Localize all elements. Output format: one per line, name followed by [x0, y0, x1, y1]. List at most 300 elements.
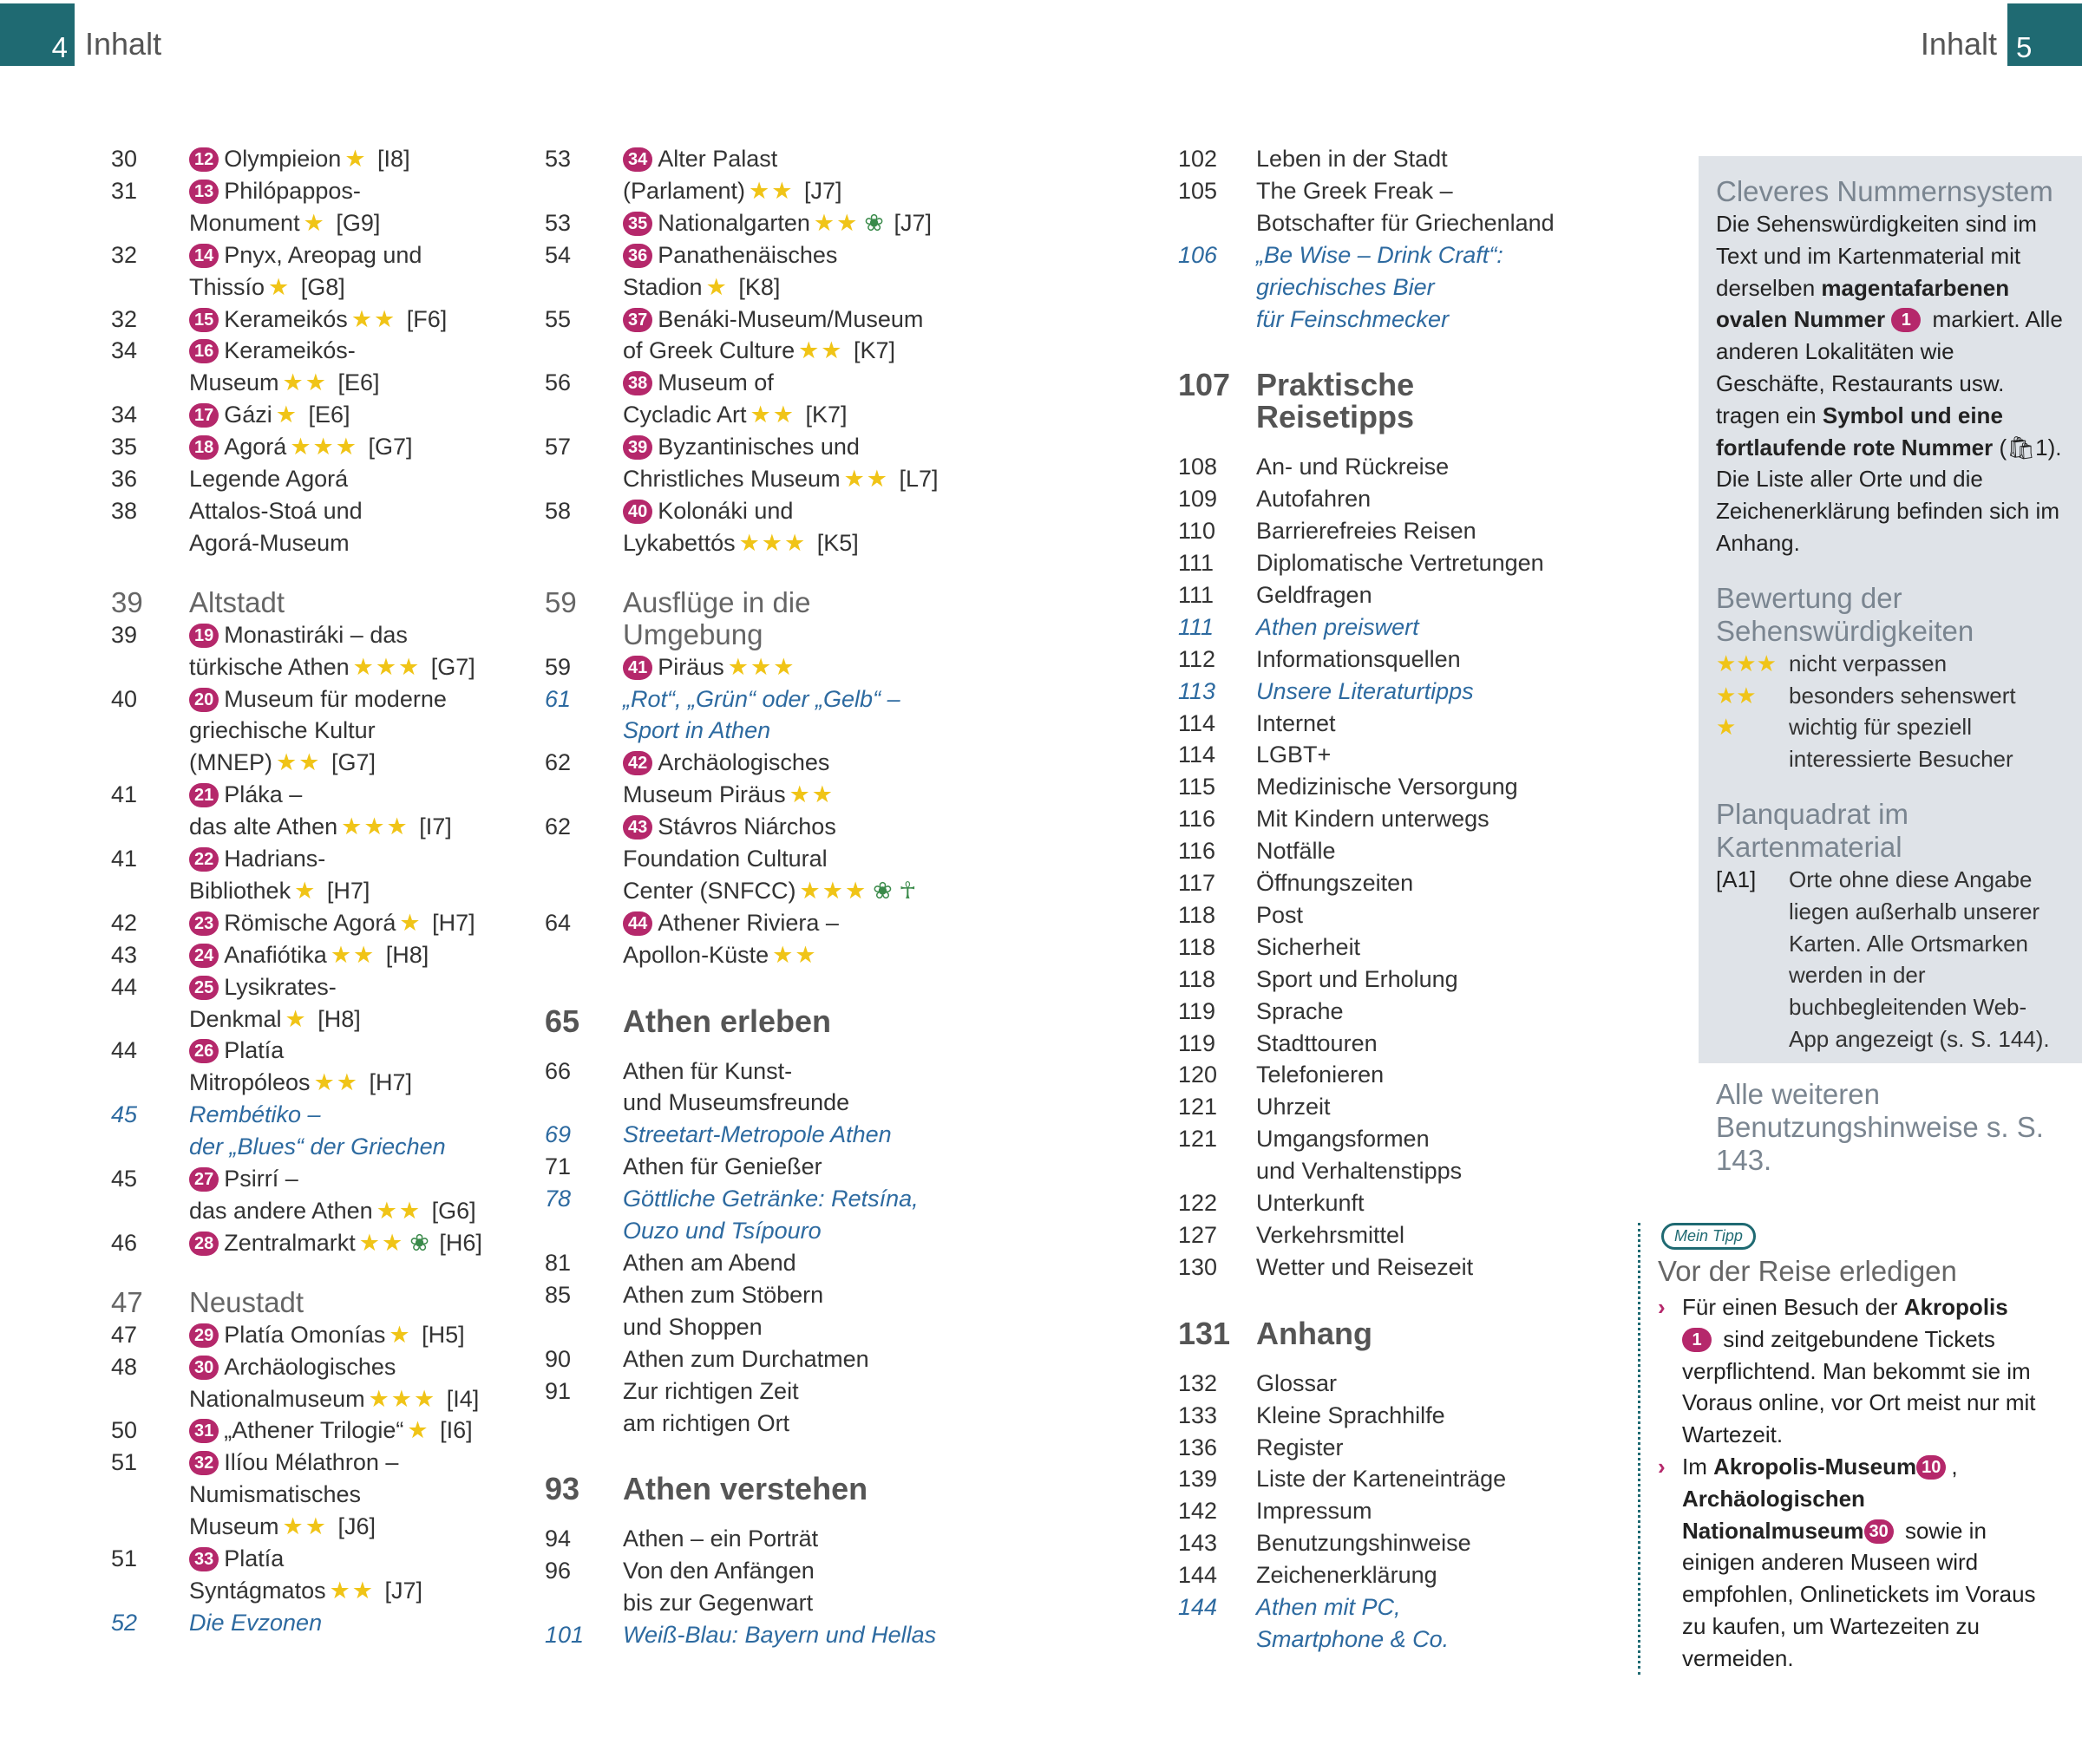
toc-entry-title: Pláka –	[224, 781, 303, 808]
toc-entry-text	[623, 747, 946, 779]
info-text-bold: magentafarbenen ovalen Nummer	[1716, 274, 2010, 333]
toc-section-heading	[1171, 1315, 1562, 1351]
toc-entry-text	[623, 1473, 946, 1506]
toc-entry-text	[189, 239, 486, 271]
info-text-part: markiert. Alle anderen Lokalitäten wie Geschäfte, Restaurants usw. tragen ein	[1716, 306, 2063, 428]
toc-entry-text	[189, 1511, 486, 1543]
tip-item-text	[1682, 1451, 2039, 1675]
tip-text-bold: Akropolis-Museum	[1713, 1453, 1917, 1480]
toc-entry-text	[623, 304, 946, 336]
star-rating-icon: ★★★	[341, 813, 409, 840]
toc-entry-title: Monument	[189, 209, 300, 236]
sight-number-badge: 18	[189, 435, 219, 460]
toc-entry	[538, 143, 946, 175]
map-grid-reference: [L7]	[899, 466, 939, 493]
toc-entry-text	[189, 495, 486, 527]
toc-entry-title: Archäologisches	[658, 749, 830, 776]
toc-entry	[538, 1247, 946, 1279]
star-rating-icon: ★★★	[738, 529, 808, 556]
toc-entry	[538, 1119, 946, 1151]
toc-page-number: 109	[1178, 486, 1218, 513]
toc-page-number: 50	[111, 1417, 138, 1444]
map-grid-reference: [K7]	[854, 337, 896, 364]
toc-entry	[538, 207, 946, 239]
toc-page-number: 101	[545, 1622, 585, 1649]
toc-entry-text	[189, 1479, 486, 1511]
star-rating-icon: ★★	[376, 1198, 422, 1224]
star-rating-icon: ★★★	[290, 434, 358, 461]
toc-entry-title: An- und Rückreise	[1256, 454, 1450, 480]
toc-entry-title: Wetter und Reisezeit	[1256, 1253, 1474, 1280]
map-grid-reference: [I4]	[446, 1385, 480, 1412]
tip-text-bold: Archäologischen Nationalmuseum	[1682, 1485, 1865, 1544]
toc-section-heading	[538, 587, 946, 651]
toc-entry	[538, 779, 946, 811]
toc-entry	[1171, 803, 1562, 835]
toc-page-number: 56	[545, 369, 572, 396]
star-rating-icon: ★★	[276, 749, 322, 776]
toc-entry-text	[1256, 1219, 1562, 1251]
toc-entry	[538, 1055, 946, 1088]
left-page-header	[0, 0, 172, 66]
toc-entry-title: Psirrí –	[224, 1166, 298, 1192]
sight-number-badge: 24	[189, 944, 219, 968]
toc-entry-title: Anafiótika	[224, 941, 327, 968]
sight-number-badge: 33	[189, 1547, 219, 1571]
rating-legend-row	[1716, 711, 2065, 775]
toc-entry	[538, 1183, 946, 1215]
toc-page-number: 117	[1178, 870, 1216, 897]
toc-entry-title: Post	[1256, 901, 1304, 928]
sight-number-badge: 36	[623, 244, 652, 268]
toc-entry	[1171, 931, 1562, 964]
toc-entry-text	[623, 1279, 946, 1311]
toc-entry-text	[1256, 547, 1562, 579]
toc-page-number: 102	[1178, 146, 1218, 172]
toc-entry-text	[1256, 483, 1562, 515]
toc-entry-title: Neustadt	[189, 1285, 304, 1318]
toc-entry-text	[189, 1195, 486, 1227]
toc-entry	[538, 527, 946, 559]
sight-number-badge: 22	[189, 847, 219, 872]
toc-page-number: 66	[545, 1057, 572, 1084]
toc-entry-title: Panathenäisches	[658, 241, 838, 268]
toc-entry-text	[189, 304, 486, 336]
toc-entry-title: Museum für moderne	[224, 685, 447, 712]
sight-number-badge: 37	[623, 308, 652, 332]
toc-entry	[538, 1523, 946, 1555]
map-grid-reference: [J6]	[337, 1513, 376, 1540]
star-rating-icon: ★★	[813, 209, 860, 236]
toc-entry-text	[189, 1414, 486, 1447]
toc-entry-title: Internet	[1256, 709, 1336, 736]
toc-entry-title: Medizinische Versorgung	[1256, 774, 1518, 800]
toc-page-number: 35	[111, 434, 138, 461]
toc-page-number: 34	[111, 402, 138, 428]
toc-entry	[1171, 483, 1562, 515]
toc-entry-title: griechisches Bier	[1256, 273, 1435, 300]
toc-entry-text	[623, 1087, 946, 1119]
toc-entry	[104, 527, 486, 559]
toc-entry-text	[189, 1319, 486, 1351]
toc-entry-text	[189, 619, 486, 651]
toc-page-number: 48	[111, 1353, 138, 1380]
toc-entry-text	[623, 1183, 946, 1215]
toc-entry-text	[623, 587, 946, 651]
toc-entry-text	[1256, 579, 1562, 611]
toc-entry	[1171, 611, 1562, 644]
toc-page-number: 54	[545, 241, 572, 268]
toc-page-number: 47	[111, 1285, 143, 1318]
toc-entry-text	[1256, 931, 1562, 964]
info-text-part: (🛍1). Die Liste aller Orte und die Zeichenerklärung befinden sich im Anhang.	[1716, 434, 2062, 556]
toc-entry	[1171, 175, 1562, 207]
toc-entry-title: Olympieion	[224, 146, 342, 172]
sight-number-badge: 23	[189, 911, 219, 936]
toc-entry	[104, 683, 486, 715]
toc-entry-title: Die Evzonen	[189, 1609, 323, 1636]
toc-entry	[104, 143, 486, 175]
rating-legend-row	[1716, 648, 2065, 680]
grid-legend	[1716, 864, 2065, 1055]
map-grid-reference: [G6]	[431, 1198, 476, 1224]
toc-page-number: 118	[1178, 901, 1216, 928]
toc-page-number: 36	[111, 466, 138, 493]
toc-entry-title: Athen preiswert	[1256, 613, 1419, 640]
toc-entry-text	[1256, 1028, 1562, 1060]
toc-entry-title: Glossar	[1256, 1369, 1338, 1396]
toc-entry-text	[189, 747, 486, 779]
toc-entry	[538, 463, 946, 495]
toc-entry-title: Athen zum Stöbern	[623, 1281, 824, 1308]
toc-entry-text	[623, 715, 946, 747]
toc-entry-title: Apollon-Küste	[623, 941, 769, 968]
toc-entry	[104, 875, 486, 907]
toc-entry-title: und Museumsfreunde	[623, 1089, 850, 1116]
map-grid-reference: [H7]	[432, 909, 475, 936]
toc-page-number: 118	[1178, 933, 1216, 960]
toc-entry	[104, 779, 486, 811]
toc-entry-text	[1256, 1123, 1562, 1155]
info-title-grid: Planquadrat im Kartenmaterial	[1716, 797, 1908, 863]
toc-page-number: 30	[111, 146, 138, 172]
toc-page-number: 42	[111, 909, 138, 936]
toc-entry	[104, 1383, 486, 1415]
toc-entry-title: für Feinschmecker	[1256, 305, 1450, 332]
toc-entry	[1171, 1028, 1562, 1060]
toc-page-number: 62	[545, 749, 572, 776]
toc-entry-text	[623, 175, 946, 207]
star-rating-icon: ★★	[313, 1069, 359, 1096]
toc-entry-title: Sport in Athen	[623, 717, 771, 744]
toc-entry	[1171, 579, 1562, 611]
map-grid-reference: [H7]	[326, 877, 370, 904]
toc-entry-text	[1256, 644, 1562, 676]
toc-page-number: 111	[1178, 581, 1214, 608]
toc-entry-text	[623, 463, 946, 495]
toc-entry	[1171, 1155, 1562, 1187]
toc-entry-text	[623, 495, 946, 527]
toc-entry-text	[1256, 899, 1562, 931]
toc-page-number: 114	[1178, 742, 1216, 768]
map-grid-reference: [G9]	[336, 209, 381, 236]
toc-entry-title: Streetart-Metropole Athen	[623, 1121, 892, 1148]
toc-entry-title: Archäologisches	[224, 1353, 396, 1380]
toc-entry-text	[189, 1035, 486, 1067]
toc-entry-title: „Be Wise – Drink Craft“:	[1256, 241, 1503, 268]
toc-page-number: 65	[545, 1003, 580, 1039]
toc-page-number: 111	[1178, 549, 1214, 576]
toc-entry-title: Agorá	[224, 434, 287, 461]
toc-entry-title: Agorá-Museum	[189, 529, 350, 556]
toc-entry-text	[1256, 451, 1562, 483]
toc-page-number: 122	[1178, 1190, 1218, 1217]
sight-number-badge: 26	[189, 1039, 219, 1063]
rating-label: besonders sehenswert	[1789, 682, 2016, 709]
toc-entry-title: Athen mit PC,	[1256, 1594, 1401, 1621]
toc-page-number: 139	[1178, 1466, 1218, 1493]
toc-entry-title: Autofahren	[1256, 486, 1372, 513]
toc-entry	[1171, 835, 1562, 867]
toc-entry-title: Informationsquellen	[1256, 645, 1461, 672]
toc-page-number: 93	[545, 1471, 580, 1507]
toc-entry	[104, 463, 486, 495]
toc-page-number: 142	[1178, 1498, 1218, 1525]
toc-entry-title: Museum of	[658, 369, 774, 396]
toc-entry-title: Unsere Literaturtipps	[1256, 677, 1474, 704]
map-grid-reference: [K7]	[805, 402, 848, 428]
toc-entry-title: Athen erleben	[623, 1003, 832, 1039]
toc-page-number: 136	[1178, 1434, 1218, 1460]
star-rating-icon: ★★	[749, 177, 795, 204]
map-grid-reference: [G7]	[430, 653, 475, 680]
toc-entry-title: Piräus	[658, 653, 724, 680]
right-page-title: Inhalt	[1920, 26, 1997, 62]
toc-entry-title: Athen für Kunst-	[623, 1057, 793, 1084]
sight-number-badge: 25	[189, 976, 219, 1000]
toc-entry-text	[623, 239, 946, 271]
toc-entry	[1171, 1091, 1562, 1123]
toc-page-number: 38	[111, 497, 138, 524]
toc-entry-title: Öffnungszeiten	[1256, 870, 1414, 897]
toc-entry-title: Umgangsformen	[1256, 1126, 1430, 1153]
toc-entry-title: Mitropóleos	[189, 1069, 311, 1096]
toc-entry	[104, 1511, 486, 1543]
toc-entry	[104, 271, 486, 304]
toc-entry	[538, 335, 946, 367]
toc-entry	[104, 939, 486, 971]
toc-entry	[538, 304, 946, 336]
sight-number-badge: 32	[189, 1451, 219, 1475]
toc-entry-title: Byzantinisches und	[658, 434, 860, 461]
star-rating-icon: ★	[344, 146, 368, 172]
star-rating-icon: ★★	[282, 369, 328, 396]
toc-entry-title: Impressum	[1256, 1498, 1372, 1525]
toc-entry	[1171, 996, 1562, 1028]
toc-entry-text	[189, 651, 486, 683]
toc-entry-text	[189, 683, 486, 715]
toc-page-number: 91	[545, 1377, 572, 1404]
star-rating-icon: ★	[407, 1417, 430, 1444]
star-rating-icon: ★	[399, 909, 422, 936]
sight-number-badge: 28	[189, 1232, 219, 1256]
star-rating-icon: ★	[303, 209, 326, 236]
toc-entry	[538, 175, 946, 207]
toc-column-3	[1171, 143, 1562, 1656]
toc-entry	[1171, 547, 1562, 579]
toc-entry	[538, 715, 946, 747]
toc-entry-title: Pnyx, Areopag und	[224, 241, 422, 268]
toc-entry-text	[1256, 1155, 1562, 1187]
toc-entry	[104, 1035, 486, 1067]
toc-entry-text	[189, 463, 486, 495]
toc-page-number: 47	[111, 1321, 138, 1348]
special-icon: ❀	[864, 209, 884, 236]
toc-entry	[1171, 676, 1562, 708]
toc-entry-title: Syntágmatos	[189, 1577, 326, 1604]
star-rating-icon: ★★	[329, 1577, 376, 1604]
star-rating-icon: ★	[268, 273, 291, 300]
toc-entry-text	[623, 1619, 946, 1651]
toc-column-2	[538, 143, 946, 1651]
toc-page-number: 39	[111, 621, 138, 648]
toc-entry-title: Athen für Genießer	[623, 1153, 822, 1180]
grid-key: [A1]	[1716, 866, 1757, 892]
toc-entry-text	[623, 1055, 946, 1088]
toc-entry-title: Museum Piräus	[623, 781, 786, 808]
toc-entry-title: Telefonieren	[1256, 1062, 1385, 1088]
tip-title: Vor der Reise erledigen	[1658, 1255, 1957, 1287]
toc-section-heading	[104, 1287, 486, 1319]
star-rating-icon: ★★	[358, 1229, 405, 1256]
toc-entry-title: Stávros Niárchos	[658, 813, 836, 840]
toc-entry-title: Benáki-Museum/Museum	[658, 305, 924, 332]
toc-page-number: 44	[111, 973, 138, 1000]
toc-entry-title: Kleine Sprachhilfe	[1256, 1401, 1445, 1428]
toc-entry	[538, 811, 946, 843]
map-grid-reference: [I8]	[377, 146, 410, 172]
rating-label: nicht verpassen	[1789, 650, 1948, 676]
toc-entry	[104, 1607, 486, 1639]
toc-entry	[104, 811, 486, 843]
toc-entry-text	[189, 1067, 486, 1099]
toc-entry-title: griechische Kultur	[189, 717, 376, 744]
toc-page-number: 119	[1178, 1029, 1216, 1056]
toc-entry-text	[189, 1287, 486, 1319]
sight-number-badge: 35	[623, 212, 652, 236]
toc-page-number: 44	[111, 1037, 138, 1064]
toc-entry-text	[1256, 708, 1562, 740]
sight-number-badge: 40	[623, 500, 652, 524]
info-text-bold: Symbol und eine fortlaufende rote Nummer	[1716, 402, 2003, 461]
star-rating-icon: ★	[285, 1005, 308, 1032]
toc-entry	[104, 747, 486, 779]
toc-entry-text	[1256, 1559, 1562, 1591]
chevron-right-icon: ›	[1658, 1453, 1666, 1480]
toc-entry	[104, 399, 486, 431]
my-tip-badge: Mein Tipp	[1661, 1223, 1756, 1250]
map-grid-reference: [H6]	[439, 1229, 482, 1256]
toc-entry	[538, 495, 946, 527]
tip-item	[1658, 1291, 2039, 1451]
toc-page-number: 40	[111, 685, 138, 712]
my-tip-box	[1638, 1223, 2039, 1675]
toc-entry	[538, 1555, 946, 1587]
toc-entry	[1171, 1591, 1562, 1624]
star-rating-icon: ★★	[282, 1513, 328, 1540]
star-rating-icon: ★	[1716, 714, 1737, 741]
toc-entry-title: Diplomatische Vertretungen	[1256, 549, 1544, 576]
toc-page-number: 114	[1178, 709, 1216, 736]
toc-entry-title: und Verhaltenstipps	[1256, 1158, 1463, 1185]
toc-entry-title: Uhrzeit	[1256, 1094, 1331, 1120]
star-rating-icon: ★★	[1716, 682, 1757, 709]
star-rating-icon: ★★★	[727, 653, 796, 680]
toc-entry-title: Botschafter für Griechenland	[1256, 209, 1555, 236]
toc-entry-text	[189, 1003, 486, 1036]
toc-page-number: 61	[545, 685, 572, 712]
toc-page-number: 105	[1178, 177, 1218, 204]
toc-entry-title: und Shoppen	[623, 1313, 763, 1340]
toc-entry-text	[1256, 1432, 1562, 1464]
toc-entry-text	[189, 1383, 486, 1415]
toc-entry-text	[189, 271, 486, 304]
toc-entry-text	[623, 1408, 946, 1440]
toc-entry-text	[1256, 1463, 1562, 1495]
toc-page-number: 116	[1178, 838, 1216, 865]
map-grid-reference: [E6]	[337, 369, 380, 396]
toc-entry-text	[1256, 1400, 1562, 1432]
toc-entry	[538, 651, 946, 683]
toc-entry	[1171, 207, 1562, 239]
toc-page-number: 46	[111, 1229, 138, 1256]
toc-entry-title: Athen verstehen	[623, 1471, 868, 1507]
toc-entry-title: Platía Omonías	[224, 1321, 386, 1348]
toc-entry-text	[1256, 611, 1562, 644]
toc-entry	[1171, 739, 1562, 771]
toc-entry-text	[623, 683, 946, 715]
info-title-more: Alle weiteren Benutzungshinweise s. S. 143.	[1716, 1077, 2044, 1176]
toc-entry-title: Cycladic Art	[623, 402, 747, 428]
map-grid-reference: [K8]	[738, 273, 781, 300]
toc-entry-text	[189, 1575, 486, 1607]
toc-entry-text	[623, 399, 946, 431]
toc-entry-text	[623, 651, 946, 683]
toc-entry	[1171, 1463, 1562, 1495]
map-grid-reference: [I6]	[440, 1417, 473, 1444]
map-grid-reference: [H8]	[318, 1005, 361, 1032]
tip-text-part: ,	[1951, 1453, 1958, 1480]
toc-entry	[104, 1351, 486, 1383]
toc-entry-text	[189, 779, 486, 811]
toc-entry	[538, 1619, 946, 1651]
toc-entry-title: Sport und Erholung	[1256, 965, 1458, 992]
toc-page-number: 34	[111, 337, 138, 364]
toc-entry-title: Attalos-Stoá und	[189, 497, 363, 524]
map-grid-reference: [J7]	[803, 177, 842, 204]
toc-page-number: 43	[111, 941, 138, 968]
toc-entry-title: Stadttouren	[1256, 1029, 1378, 1056]
toc-entry-title: Monastiráki – das	[224, 621, 408, 648]
toc-entry-text	[189, 175, 486, 207]
toc-section-heading	[1171, 369, 1562, 434]
toc-entry	[1171, 239, 1562, 271]
star-rating-icon: ★★★	[799, 877, 868, 904]
toc-entry-text	[623, 843, 946, 875]
toc-entry	[104, 1067, 486, 1099]
sight-number-badge: 44	[623, 911, 652, 936]
toc-entry-text	[1256, 271, 1562, 304]
